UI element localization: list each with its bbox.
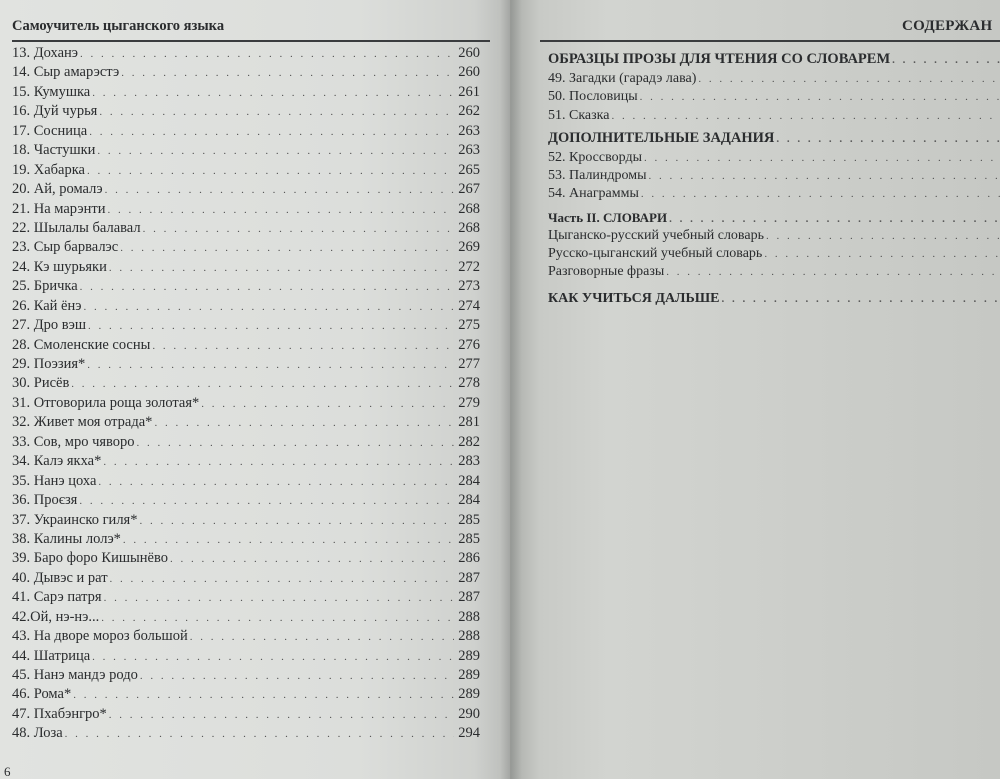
toc-entry bbox=[548, 245, 1000, 263]
dot-leader bbox=[641, 185, 1000, 203]
toc-entry-title: 46. Рома* bbox=[12, 686, 72, 703]
toc-entry-page: 289 bbox=[458, 667, 480, 683]
toc-entry-page: 265 bbox=[458, 161, 480, 178]
toc-entry-page: 279 bbox=[458, 394, 480, 411]
toc-entry bbox=[12, 63, 480, 82]
toc-entry-page: 288 bbox=[458, 608, 480, 625]
dot-leader bbox=[109, 706, 454, 725]
dot-leader bbox=[644, 149, 1000, 167]
dot-leader bbox=[105, 181, 455, 200]
dot-leader bbox=[764, 245, 1000, 263]
toc-entry-page: 286 bbox=[458, 550, 480, 567]
toc-entry bbox=[12, 277, 480, 296]
toc-section-heading bbox=[548, 204, 1000, 227]
right-toc-list bbox=[548, 46, 1000, 312]
toc-entry-page: 284 bbox=[458, 472, 480, 489]
dot-leader bbox=[611, 107, 1000, 125]
toc-entry-page: 278 bbox=[458, 375, 480, 392]
toc-entry-page: 282 bbox=[458, 433, 480, 450]
toc-entry bbox=[548, 227, 1000, 245]
toc-entry-title: 37. Украинско гиля* bbox=[12, 511, 138, 528]
toc-section-title: ОБРАЗЦЫ ПРОЗЫ ДЛЯ ЧТЕНИЯ СО СЛОВАРЕМ bbox=[548, 51, 891, 67]
toc-entry bbox=[12, 44, 480, 63]
toc-entry bbox=[12, 647, 480, 666]
toc-entry-page: 273 bbox=[458, 278, 480, 295]
toc-entry-page: 262 bbox=[458, 103, 480, 120]
toc-entry-title: 45. Нанэ мандэ родо bbox=[12, 667, 138, 683]
toc-entry bbox=[12, 452, 480, 471]
toc-entry-page: 275 bbox=[458, 317, 480, 334]
toc-entry-page: 290 bbox=[458, 705, 480, 722]
toc-entry bbox=[548, 88, 1000, 106]
toc-section-heading bbox=[548, 282, 1000, 312]
dot-leader bbox=[698, 70, 1000, 88]
toc-entry-title: 47. Пхабэнгро* bbox=[12, 705, 107, 722]
toc-entry bbox=[12, 355, 480, 374]
dot-leader bbox=[80, 278, 455, 297]
toc-entry-page: 260 bbox=[458, 45, 480, 61]
toc-entry-title: 42.Ой, нэ-нэ... bbox=[12, 608, 100, 625]
dot-leader bbox=[137, 434, 455, 453]
toc-entry-page: 261 bbox=[458, 83, 480, 100]
toc-entry-title: 36. Проєзя bbox=[12, 492, 78, 509]
toc-entry bbox=[12, 549, 480, 568]
toc-entry-title: 40. Дывэс и рат bbox=[12, 569, 108, 586]
dot-leader bbox=[154, 414, 454, 433]
toc-entry-title: 34. Калэ якха* bbox=[12, 453, 102, 470]
toc-entry-title: 54. Анаграммы bbox=[548, 186, 639, 202]
right-header-rule bbox=[540, 40, 1000, 42]
toc-entry bbox=[12, 413, 480, 432]
toc-entry-title: 51. Сказка bbox=[548, 107, 610, 123]
toc-entry-page: 284 bbox=[458, 492, 480, 509]
page-number: 6 bbox=[4, 764, 11, 779]
toc-section-title: ДОПОЛНИТЕЛЬНЫЕ ЗАДАНИЯ bbox=[548, 129, 775, 146]
toc-entry-page: 281 bbox=[458, 414, 480, 431]
toc-entry-title: 50. Пословицы bbox=[548, 89, 638, 105]
toc-entry-title: 15. Кумушка bbox=[12, 83, 91, 100]
toc-entry-title: 26. Кай ёнэ bbox=[12, 297, 82, 314]
toc-entry bbox=[12, 433, 480, 452]
toc-entry-page: 263 bbox=[458, 142, 480, 159]
toc-entry-page: 289 bbox=[458, 686, 480, 703]
dot-leader bbox=[83, 298, 454, 317]
dot-leader bbox=[88, 317, 454, 336]
dot-leader bbox=[97, 142, 454, 161]
toc-entry-page: 268 bbox=[458, 219, 480, 236]
dot-leader bbox=[89, 123, 454, 142]
toc-entry-title: 19. Хабарка bbox=[12, 161, 85, 178]
toc-section-title: Часть II. СЛОВАРИ bbox=[548, 209, 668, 225]
dot-leader bbox=[108, 201, 455, 220]
toc-entry bbox=[548, 263, 1000, 281]
toc-entry-page: 285 bbox=[458, 511, 480, 528]
toc-entry-page: 269 bbox=[458, 239, 480, 256]
dot-leader bbox=[104, 589, 455, 608]
toc-entry-page: 263 bbox=[458, 122, 480, 139]
toc-entry-page: 287 bbox=[458, 569, 480, 586]
toc-entry-title: 31. Отговорила роща золотая* bbox=[12, 394, 200, 411]
toc-entry bbox=[12, 297, 480, 316]
dot-leader bbox=[92, 84, 454, 103]
toc-entry bbox=[12, 472, 480, 491]
left-header-rule bbox=[12, 40, 490, 42]
toc-entry-page: 274 bbox=[458, 297, 480, 314]
left-running-head: Самоучитель цыганского языка bbox=[12, 18, 225, 34]
dot-leader bbox=[87, 162, 454, 181]
toc-entry-title: 21. На марэнти bbox=[12, 200, 106, 217]
dot-leader bbox=[152, 337, 454, 356]
toc-entry-page: 267 bbox=[458, 181, 480, 198]
toc-entry-page: 289 bbox=[458, 647, 480, 664]
toc-entry-title: 25. Бричка bbox=[12, 278, 78, 295]
dot-leader bbox=[640, 88, 1000, 106]
toc-entry bbox=[548, 70, 1000, 88]
toc-entry bbox=[12, 336, 480, 355]
toc-entry bbox=[12, 394, 480, 413]
dot-leader bbox=[110, 570, 455, 589]
toc-entry bbox=[12, 491, 480, 510]
dot-leader bbox=[98, 473, 454, 492]
dot-leader bbox=[766, 227, 1000, 245]
toc-entry bbox=[548, 185, 1000, 203]
toc-entry-title: 18. Частушки bbox=[12, 142, 96, 159]
dot-leader bbox=[140, 667, 454, 686]
toc-entry bbox=[548, 149, 1000, 167]
toc-entry-title: 35. Нанэ цоха bbox=[12, 472, 97, 489]
toc-entry bbox=[12, 122, 480, 141]
toc-entry-page: 285 bbox=[458, 530, 480, 547]
toc-entry bbox=[12, 238, 480, 257]
toc-entry-title: 53. Палиндромы bbox=[548, 168, 647, 184]
toc-entry-title: 17. Сосница bbox=[12, 122, 88, 139]
dot-leader bbox=[201, 395, 454, 414]
toc-entry bbox=[12, 200, 480, 219]
dot-leader bbox=[87, 356, 454, 375]
toc-entry-page: 272 bbox=[458, 258, 480, 275]
toc-entry-title: 16. Дуй чурья bbox=[12, 103, 98, 120]
left-toc-list bbox=[12, 44, 480, 744]
toc-entry bbox=[12, 316, 480, 335]
toc-entry-page: 294 bbox=[458, 725, 480, 742]
toc-entry-title: 41. Сарэ патря bbox=[12, 589, 102, 606]
toc-entry-page: 268 bbox=[458, 200, 480, 217]
toc-entry-page: 276 bbox=[458, 336, 480, 353]
toc-entry bbox=[12, 627, 480, 646]
toc-entry bbox=[12, 83, 480, 102]
toc-entry-title: 23. Сыр барвалэс bbox=[12, 239, 119, 256]
toc-entry-title: 29. Поэзия* bbox=[12, 356, 86, 372]
toc-entry bbox=[548, 107, 1000, 125]
toc-section-heading bbox=[548, 125, 1000, 149]
toc-section-heading bbox=[548, 46, 1000, 70]
toc-entry-title: 44. Шатрица bbox=[12, 647, 91, 664]
toc-entry bbox=[12, 685, 480, 704]
toc-entry bbox=[12, 161, 480, 180]
dot-leader bbox=[120, 239, 454, 258]
toc-entry-title: 52. Кроссворды bbox=[548, 149, 642, 165]
toc-entry-title: 49. Загадки (гарадэ лава) bbox=[548, 71, 697, 86]
dot-leader bbox=[99, 103, 454, 122]
toc-entry-title: 30. Рисёв bbox=[12, 375, 70, 392]
toc-section-title: КАК УЧИТЬСЯ ДАЛЬШЕ bbox=[548, 290, 720, 306]
toc-entry bbox=[12, 141, 480, 160]
dot-leader bbox=[143, 220, 455, 239]
toc-entry bbox=[12, 530, 480, 549]
dot-leader bbox=[721, 282, 1000, 316]
toc-entry bbox=[12, 666, 480, 685]
toc-entry-title: 20. Ай, ромалэ bbox=[12, 181, 103, 198]
toc-entry-page: 283 bbox=[458, 453, 480, 470]
toc-entry-title: 43. На дворе мороз большой bbox=[12, 628, 188, 645]
toc-entry-title: 22. Шылалы балавал bbox=[12, 219, 141, 236]
dot-leader bbox=[80, 45, 454, 64]
toc-entry bbox=[12, 588, 480, 607]
dot-leader bbox=[71, 375, 454, 394]
dot-leader bbox=[121, 64, 454, 83]
toc-entry-page: 260 bbox=[458, 64, 480, 81]
dot-leader bbox=[101, 609, 454, 628]
toc-entry-title: 38. Калины лолэ* bbox=[12, 530, 121, 547]
toc-entry-title: 33. Сов, мро чяворо bbox=[12, 433, 135, 450]
right-running-head: СОДЕРЖАН bbox=[902, 18, 993, 34]
dot-leader bbox=[139, 512, 454, 531]
dot-leader bbox=[73, 686, 454, 705]
toc-entry bbox=[548, 167, 1000, 185]
toc-entry bbox=[12, 569, 480, 588]
dot-leader bbox=[92, 648, 454, 667]
toc-entry-title: 48. Лоза bbox=[12, 725, 63, 742]
right-page bbox=[510, 0, 1000, 779]
toc-entry-title: Цыганско-русский учебный словарь bbox=[548, 227, 764, 243]
toc-entry-page: 277 bbox=[458, 356, 480, 372]
toc-entry-title: 32. Живет моя отрада* bbox=[12, 414, 153, 431]
dot-leader bbox=[65, 725, 455, 744]
toc-entry-page: 287 bbox=[458, 589, 480, 606]
book-gutter-shadow bbox=[500, 0, 522, 779]
toc-entry-title: 39. Баро форо Кишынёво bbox=[12, 550, 168, 567]
toc-entry bbox=[12, 219, 480, 238]
toc-entry bbox=[12, 374, 480, 393]
toc-entry-title: 24. Кэ шурьяки bbox=[12, 258, 107, 275]
toc-entry bbox=[12, 180, 480, 199]
toc-entry bbox=[12, 102, 480, 121]
toc-entry-page: 288 bbox=[458, 628, 480, 645]
toc-entry-title: 28. Смоленские сосны bbox=[12, 336, 151, 353]
dot-leader bbox=[666, 263, 1000, 281]
toc-entry-title: Разговорные фразы bbox=[548, 264, 665, 280]
toc-entry-title: 14. Сыр амарэстэ bbox=[12, 64, 120, 81]
dot-leader bbox=[109, 259, 454, 278]
toc-entry bbox=[12, 705, 480, 724]
dot-leader bbox=[170, 550, 454, 569]
toc-entry bbox=[12, 724, 480, 743]
toc-entry bbox=[12, 258, 480, 277]
toc-entry-title: Русско-цыганский учебный словарь bbox=[548, 246, 763, 262]
dot-leader bbox=[649, 167, 1000, 185]
dot-leader bbox=[79, 492, 454, 511]
toc-entry-title: 13. Доханэ bbox=[12, 45, 79, 61]
toc-entry-title: 27. Дро вэш bbox=[12, 317, 87, 334]
dot-leader bbox=[103, 453, 454, 472]
toc-entry bbox=[12, 608, 480, 627]
toc-entry bbox=[12, 511, 480, 530]
dot-leader bbox=[123, 531, 454, 550]
dot-leader bbox=[190, 628, 455, 647]
